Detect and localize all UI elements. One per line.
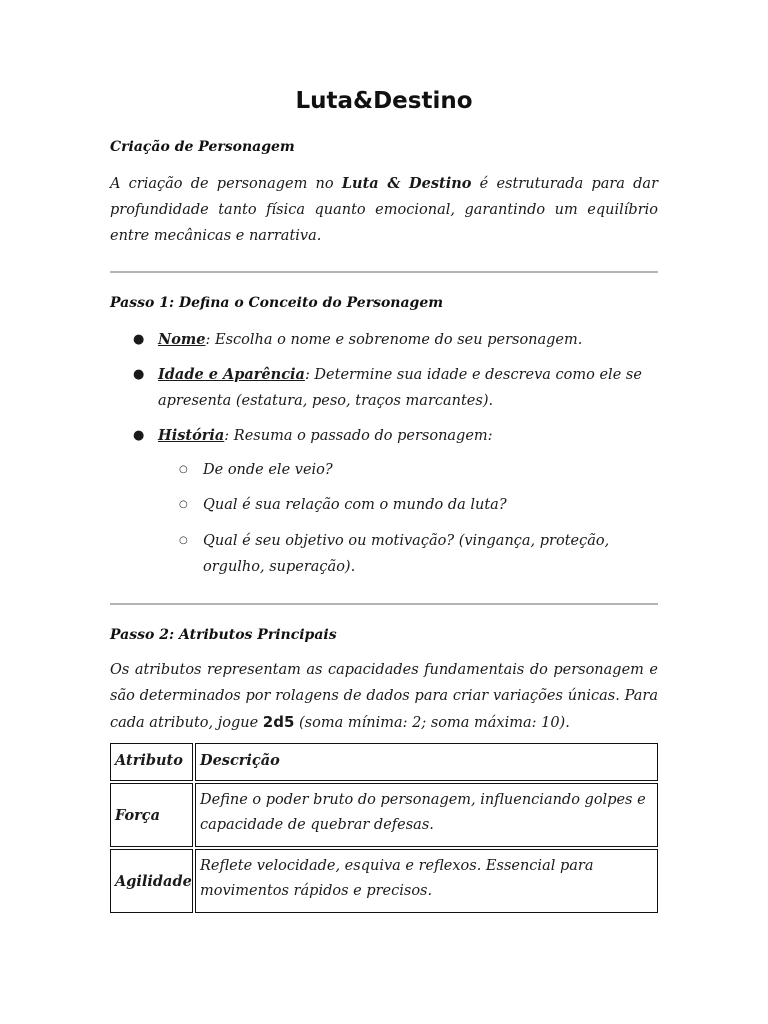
bullet-text: : Escolha o nome e sobrenome do seu personagem.	[205, 332, 583, 348]
game-name: Luta & Destino	[341, 175, 472, 192]
step2-heading: Passo 2: Atributos Principais	[110, 627, 337, 643]
step2-text-before: Os atributos representam as capacidades fundamentais do personagem e são determinados por rolagens de dados para criar variações únicas. Para cada atributo, jogue	[110, 662, 658, 731]
circle-bullet-icon: ○	[179, 499, 188, 510]
table-header-attribute: Atributo	[110, 743, 193, 781]
bullet-term: Idade e Aparência	[158, 366, 305, 383]
dice-notation: 2d5	[262, 713, 295, 731]
bullet-term: História	[158, 427, 225, 444]
step2-text-after: (soma mínima: 2; soma máxima: 10).	[294, 715, 570, 731]
sub-item-text: Qual é seu objetivo ou motivação? (vingança, proteção, orgulho, superação).	[203, 533, 610, 575]
table-header-description: Descrição	[195, 743, 658, 781]
section-divider	[110, 603, 658, 605]
intro-paragraph	[110, 171, 658, 249]
intro-text-after: é estruturada para dar profundidade tanto física quanto emocional, garantindo um equilíbrio entre mecânicas e narrativa.	[110, 176, 659, 244]
bullet-dot-icon: ●	[133, 428, 145, 443]
bullet-item-age	[133, 362, 658, 414]
bullet-item-name	[133, 327, 658, 353]
bullet-dot-icon: ●	[133, 367, 145, 382]
bullet-text: : Determine sua idade e descreva como ele se apresenta (estatura, peso, traços marcantes).	[158, 367, 642, 409]
section-divider	[110, 271, 658, 273]
step1-heading: Passo 1: Defina o Conceito do Personagem	[110, 295, 444, 311]
table-row-desc: Define o poder bruto do personagem, influenciando golpes e capacidade de quebrar defesas.	[195, 783, 658, 847]
bullet-item-history	[133, 423, 658, 449]
table-row-attr: Força	[110, 783, 193, 847]
table-row-desc: Reflete velocidade, esquiva e reflexos. Essencial para movimentos rápidos e precisos.	[195, 849, 658, 913]
bullet-dot-icon: ●	[133, 332, 145, 347]
table-row-attr: Agilidade	[110, 849, 193, 913]
sub-item	[179, 528, 658, 580]
sub-item-text: Qual é sua relação com o mundo da luta?	[203, 497, 507, 513]
bullet-term: Nome	[158, 331, 206, 348]
sub-item-text: De onde ele veio?	[203, 462, 333, 478]
circle-bullet-icon: ○	[179, 535, 188, 546]
intro-heading: Criação de Personagem	[110, 139, 295, 155]
sub-item	[179, 492, 658, 518]
document-title: Luta&Destino	[295, 88, 473, 114]
step2-paragraph	[110, 657, 658, 736]
sub-item	[179, 457, 658, 483]
attributes-table	[110, 743, 658, 913]
intro-text-before: A criação de personagem no	[110, 176, 342, 192]
bullet-text: : Resuma o passado do personagem:	[224, 428, 493, 444]
circle-bullet-icon: ○	[179, 464, 188, 475]
